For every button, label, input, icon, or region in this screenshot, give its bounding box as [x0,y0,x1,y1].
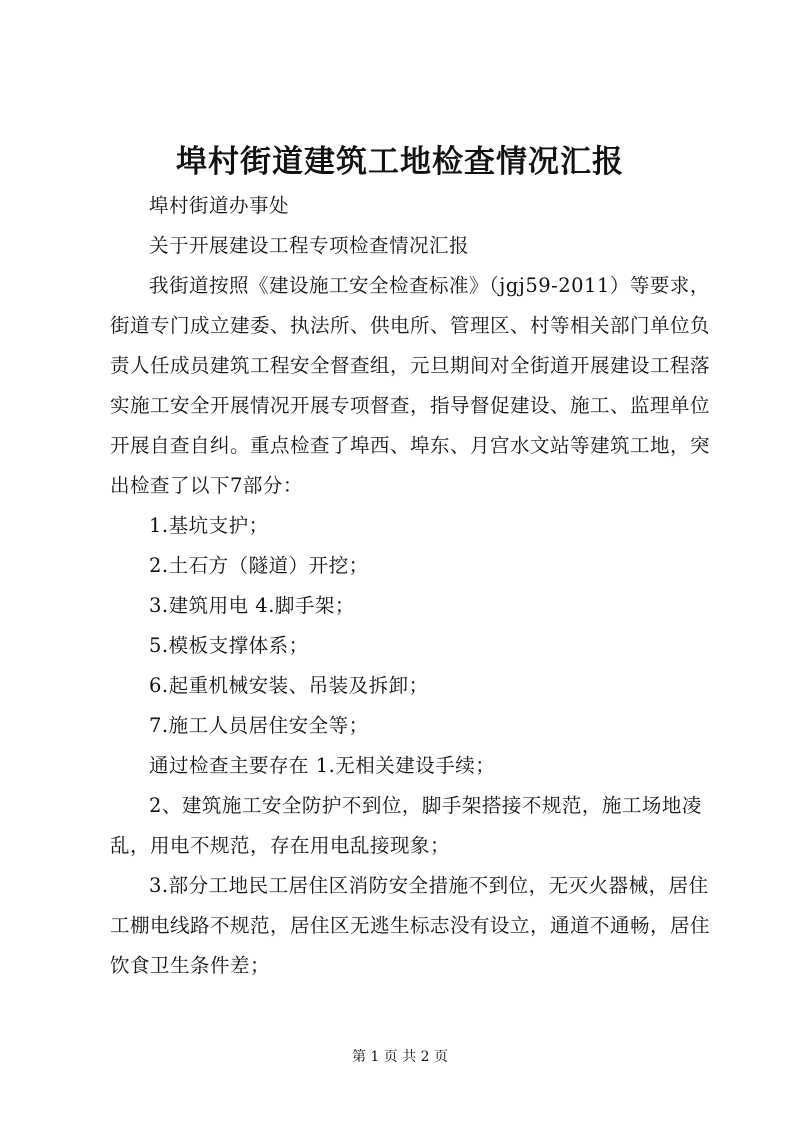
paragraph-item-5: 5.模板支撑体系； [149,634,309,657]
paragraph-item-3-4: 3.建筑用电 4.脚手架； [149,594,355,617]
paragraph-subject: 关于开展建设工程专项检查情况汇报 [149,234,470,257]
paragraph-findings-2: 2、建筑施工安全防护不到位，脚手架搭接不规范，施工场地凌乱，用电不规范，存在用电乱接现象； [110,794,702,857]
paragraph-item-7: 7.施工人员居住安全等； [149,714,369,737]
document-title: 埠村街道建筑工地检查情况汇报 [176,144,624,180]
paragraph-findings-3: 3.部分工地民工居住区消防安全措施不到位，无灭火器械，居住工棚电线路不规范，居住区无逃生标志没有设立，通道不通畅，居住饮食卫生条件差； [110,874,711,977]
paragraph-addressee: 埠村街道办事处 [149,194,290,217]
document-body [110,186,710,986]
paragraph-item-6: 6.起重机械安装、吊装及拆卸； [149,674,429,697]
paragraph-intro: 我街道按照《建设施工安全检查标准》（jgj59-2011）等要求，街道专门成立建委、执法所、供电所、管理区、村等相关部门单位负责人任成员建筑工程安全督查组，元旦期间对全街道开展建设工程落实施工安全开展情况开展专项督查，指导督促建设、施工、监理单位开展自查自纠。重点检查了埠西、埠东、月宫水文站等建筑工地，突出检查了以下7部分： [110,274,711,497]
paragraph-findings-1: 通过检查主要存在 1.无相关建设手续； [149,754,496,777]
page-footer: 第 1 页 共 2 页 [351,1049,449,1065]
paragraph-item-2: 2.土石方（隧道）开挖； [149,554,369,577]
paragraph-item-1: 1.基坑支护； [149,514,269,537]
